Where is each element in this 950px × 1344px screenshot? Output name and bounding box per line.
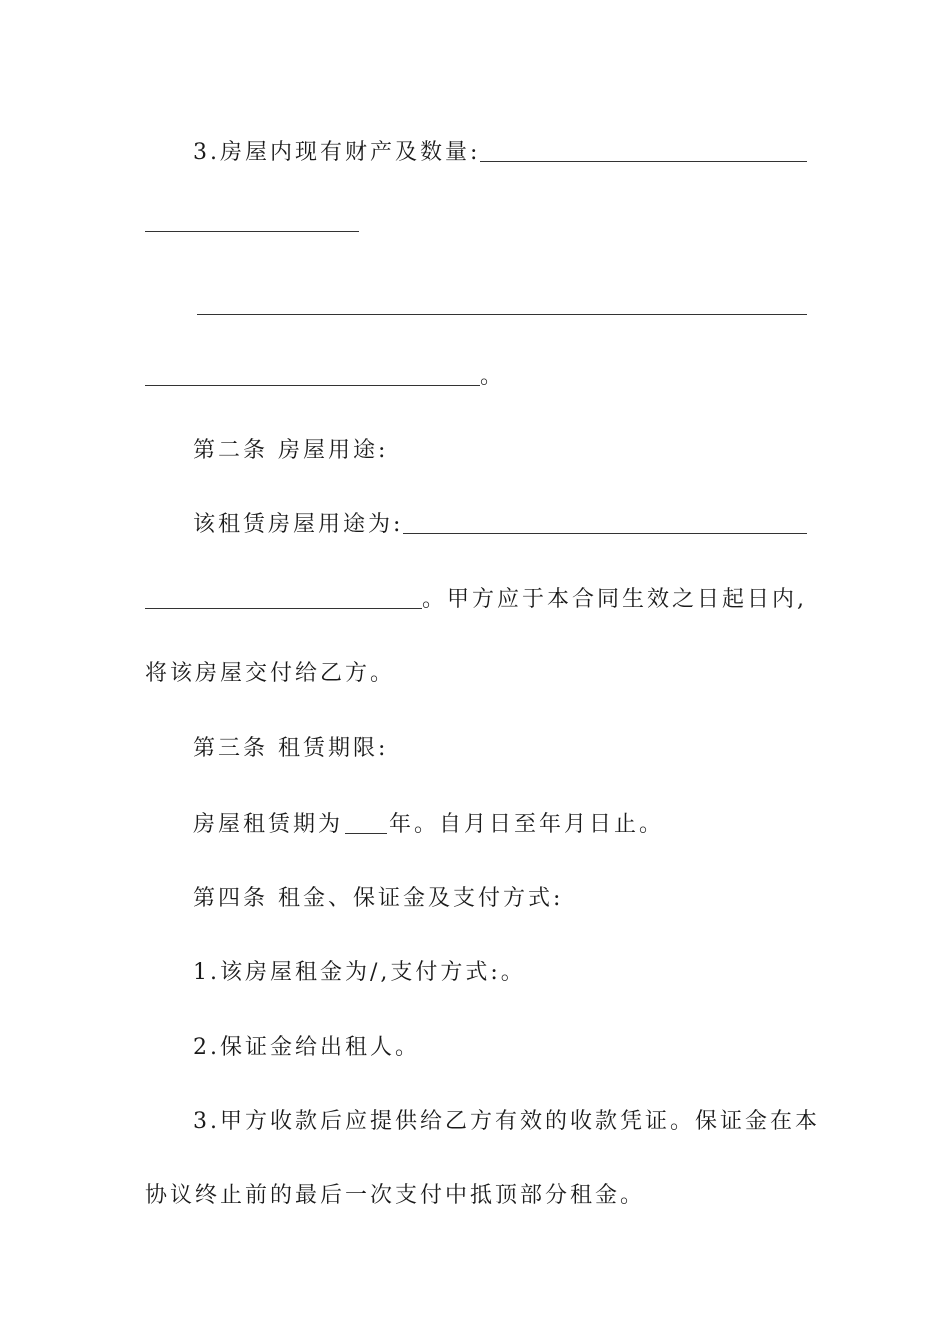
property-blank-line-1 (145, 208, 359, 238)
clause-3-property-line (193, 138, 807, 168)
deposit-line: 2.保证金给出租人。 (193, 1035, 420, 1060)
property-blank-3 (197, 313, 807, 315)
lease-term-line: 房屋租赁期为 年。自月日至年月日止。 (193, 812, 665, 837)
property-blank-line-2 (197, 291, 807, 321)
rent-line: 1.该房屋租金为/,支付方式:。 (193, 960, 526, 985)
property-blank-1 (480, 160, 807, 162)
property-blank-line-3 (145, 362, 505, 392)
usage-text: 该租赁房屋用途为: (193, 512, 404, 537)
clause-3-property-text: 3.房屋内现有财产及数量: (193, 140, 481, 165)
article-2-heading: 第二条 房屋用途: (193, 438, 389, 463)
article-3-heading: 第三条 租赁期限: (193, 736, 389, 761)
receipt-line: 3.甲方收款后应提供给乙方有效的收款凭证。保证金在本 (193, 1109, 820, 1134)
lease-years-blank (345, 832, 387, 834)
receipt-continued: 协议终止前的最后一次支付中抵顶部分租金。 (145, 1183, 646, 1208)
delivery-line (145, 585, 807, 615)
property-blank-2 (145, 230, 359, 232)
usage-blank-2 (145, 607, 422, 609)
usage-line (193, 510, 807, 540)
delivery-continued: 将该房屋交付给乙方。 (145, 661, 396, 686)
property-end-period: 。 (479, 364, 505, 389)
usage-blank-1 (403, 532, 807, 534)
property-blank-4 (145, 384, 480, 386)
delivery-text: 。甲方应于本合同生效之日起日内, (422, 587, 807, 612)
article-4-heading: 第四条 租金、保证金及支付方式: (193, 886, 564, 911)
